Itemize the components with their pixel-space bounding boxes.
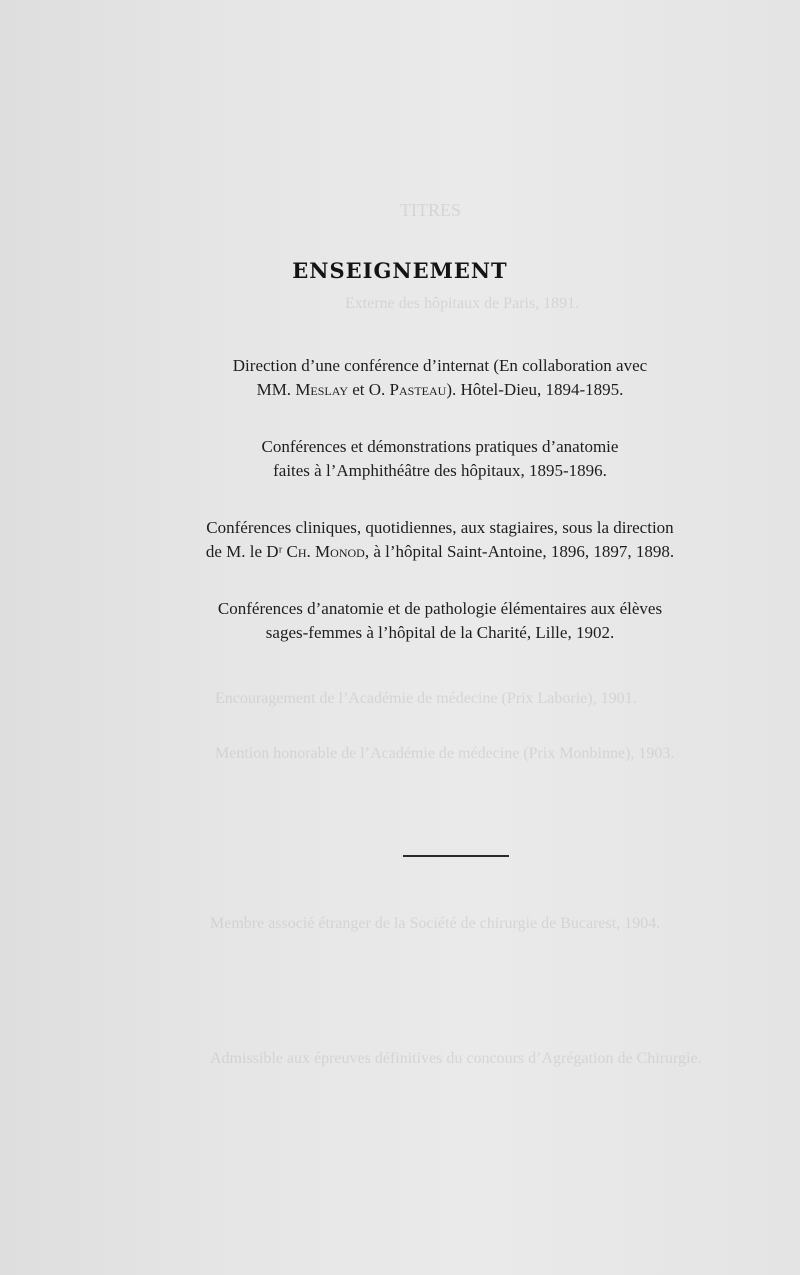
person-name: Meslay: [295, 380, 348, 399]
person-name: Ch. Monod: [286, 542, 365, 561]
entry-line: MM. Meslay et O. Pasteau). Hôtel-Dieu, 1894-1895.: [256, 380, 624, 399]
entry-line: Conférences et démonstrations pratiques d’anatomie: [261, 437, 619, 456]
bleed-through-text: TITRES: [400, 200, 461, 220]
teaching-entry: [160, 597, 720, 645]
entry-line: Direction d’une conférence d’internat (En collaboration avec: [232, 356, 648, 375]
bleed-through-text: Externe des hôpitaux de Paris, 1891.: [345, 295, 580, 312]
bleed-through-text: Membre associé étranger de la Société de chirurgie de Bucarest, 1904.: [210, 915, 661, 932]
bleed-through-text: Encouragement de l’Académie de médecine (Prix Laborie), 1901.: [215, 690, 637, 707]
entry-line: de M. le Dʳ Ch. Monod, à l’hôpital Saint-Antoine, 1896, 1897, 1898.: [205, 542, 675, 561]
entry-line: faites à l’Amphithéâtre des hôpitaux, 1895-1896.: [273, 461, 607, 480]
teaching-entry: [160, 516, 720, 564]
bleed-through-text: Mention honorable de l’Académie de médecine (Prix Monbinne), 1903.: [215, 745, 675, 762]
entry-line: Conférences cliniques, quotidiennes, aux stagiaires, sous la direction: [206, 518, 674, 537]
entry-line: sages-femmes à l’hôpital de la Charité, Lille, 1902.: [265, 623, 615, 642]
teaching-entry: [160, 354, 720, 402]
bleed-through-text: Admissible aux épreuves définitives du concours d’Agrégation de Chirurgie.: [210, 1050, 702, 1067]
section-heading: ENSEIGNEMENT: [292, 258, 508, 283]
entry-line: Conférences d’anatomie et de pathologie élémentaires aux élèves: [217, 599, 663, 618]
section-divider: [403, 855, 509, 857]
teaching-entry: [160, 435, 720, 483]
person-name: Pasteau: [389, 380, 447, 399]
